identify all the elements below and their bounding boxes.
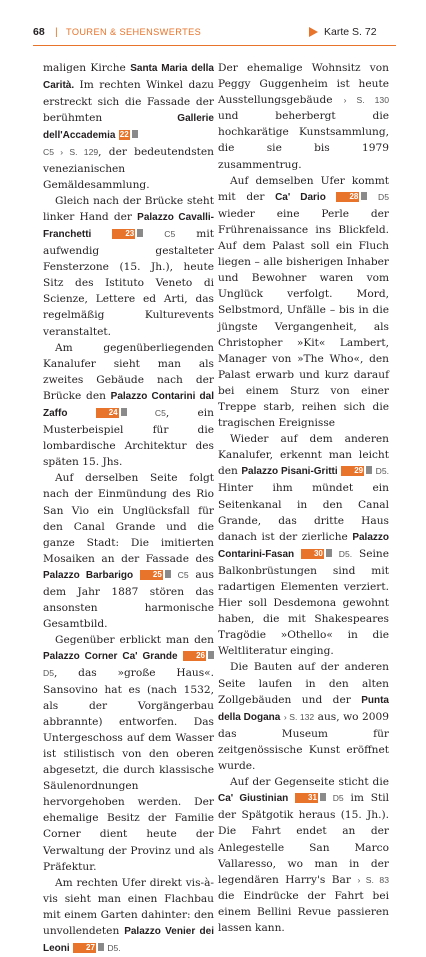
grid-reference: D5	[43, 668, 54, 679]
text: Gleich nach der Brücke steht linker Hand der	[43, 194, 214, 223]
map-number-badge[interactable]: 24	[96, 408, 119, 418]
map-number-badge[interactable]: 22	[119, 130, 129, 140]
book-icon	[121, 408, 127, 416]
place-name: Palazzo Pisani-Gritti	[241, 466, 338, 478]
paragraph	[218, 431, 389, 659]
cross-reference[interactable]: C5 › S. 129	[43, 147, 99, 158]
paragraph	[218, 60, 389, 173]
text: Gegenüber erblickt man den	[55, 634, 214, 647]
book-icon	[320, 793, 326, 801]
text: mit aufwendig gestalteter Fensterzone (15. Jh.), heute Sitz des Istituto Veneto di Scienze, Lettere ed Arti, das regelmäßig Kulturevents veranstaltet.	[43, 227, 214, 338]
paragraph	[218, 173, 389, 432]
text: im Stil der Spätgotik heraus (15. Jh.). Die Fahrt endet an der Anlegestelle San Marco Vallaresso, wo man in der legendären Harry's Bar	[218, 792, 389, 886]
book-icon	[208, 651, 214, 659]
page-number: 68	[33, 26, 45, 38]
text: Wieder auf dem anderen Kanalufer, erkennt man leicht den	[218, 433, 389, 478]
book-icon	[98, 943, 104, 951]
book-icon	[132, 130, 138, 138]
text: Die Bauten auf der anderen Seite laufen in den alten Zollgebäuden und der	[218, 661, 389, 706]
map-number-badge[interactable]: 25	[140, 570, 163, 580]
place-name: Ca' Dario	[275, 191, 326, 203]
map-number-badge[interactable]: 26	[183, 651, 206, 661]
place-name: Santa Maria della Carità.	[43, 63, 214, 92]
left-column	[43, 60, 214, 957]
text: aus dem Jahr 1887 stören das ansonsten harmonische Gesamtbild.	[43, 568, 214, 631]
section-title: TOUREN & SEHENSWERTES	[66, 27, 202, 37]
text: wieder eine Perle der Frührenaissance ins Blickfeld. Auf dem Palast soll ein Fluch liegen – alle bisherigen Inhaber und Bewohner waren vom Unglück verfolgt. Mord, Selbstmord, Unfälle – bis in die jüngste Vergangenheit, als Christopher »Kit« Lambert, Manager von »The Who«, den Palast erwarb und kurz darauf bei einem Sturz von einer Treppe starb, reihen sich die tragischen Ereignisse	[218, 207, 389, 430]
text: Auf der Gegenseite sticht die	[230, 776, 389, 789]
grid-reference: C5	[177, 569, 189, 580]
paragraph	[43, 632, 214, 874]
paragraph	[43, 875, 214, 957]
grid-reference: D5.	[107, 943, 121, 954]
map-number-badge[interactable]: 29	[341, 466, 364, 476]
grid-reference: D5	[332, 793, 344, 804]
place-name: Palazzo Cavalli-Franchetti	[43, 211, 214, 240]
grid-reference: D5	[377, 191, 389, 202]
cross-reference[interactable]: › S. 130	[343, 95, 389, 106]
header-rule	[33, 45, 396, 46]
header-separator: |	[55, 26, 58, 38]
grid-reference: D5.	[375, 466, 389, 477]
place-name: Gallerie dell'Accademia	[43, 113, 214, 142]
book-icon	[326, 549, 332, 557]
text: die Eindrücke der Fahrt bei einem Bellini Revue passieren lassen kann.	[218, 889, 389, 934]
text: Auf derselben Seite folgt nach der Einmündung des Rio San Vio ein Unglücksfall für den Canal Grande und die ganze Stadt: Die imitierten Mosaiken an der Fassade des	[43, 472, 214, 565]
grid-reference: D5.	[338, 548, 353, 559]
map-number-badge[interactable]: 23	[112, 229, 135, 239]
text: und beherbergt die hochkarätige Kunstsammlung, die sie bis 1979 zusammentrug.	[218, 110, 389, 171]
paragraph	[43, 193, 214, 340]
text: Am gegenüberliegenden Kanalufer sieht man als zweites Gebäude nach der Brücke den	[43, 341, 214, 402]
book-icon	[366, 466, 372, 474]
text: , ein Musterbeispiel für die lombardische Architektur des späten 15. Jhs.	[43, 406, 214, 469]
place-name: Punta della Dogana	[218, 694, 389, 723]
grid-reference: C5	[154, 407, 166, 418]
cross-reference[interactable]: › S. 132	[283, 711, 315, 722]
place-name: Palazzo Corner Ca' Grande	[43, 651, 178, 663]
map-number-badge[interactable]: 27	[73, 943, 96, 953]
text: , der bedeutendsten venezianischen Gemäldesammlung.	[43, 146, 215, 191]
paragraph	[43, 60, 214, 193]
place-name: Palazzo Contarini-Fasan	[218, 531, 389, 560]
place-name: Ca' Giustinian	[218, 793, 289, 805]
paragraph	[218, 774, 389, 936]
text: Am rechten Ufer direkt vis-à-vis sieht man einen Flachbau mit einem Garten dahinter: den unvollendeten	[43, 876, 214, 937]
map-number-badge[interactable]: 28	[336, 192, 359, 202]
map-reference[interactable]	[309, 26, 377, 38]
place-name: Palazzo Contarini dal Zaffo	[43, 390, 215, 419]
cross-reference[interactable]: › S. 83	[357, 874, 389, 885]
grid-reference: C5	[164, 228, 176, 239]
place-name: Palazzo Barbarigo	[43, 569, 134, 581]
right-column	[218, 60, 389, 936]
text: aus, wo 2009 das Museum für zeitgenössische Kunst eröffnet wurde.	[218, 710, 389, 773]
map-number-badge[interactable]: 30	[301, 549, 324, 559]
page-header	[0, 0, 426, 56]
map-number-badge[interactable]: 31	[295, 793, 318, 803]
text: Hinter ihm mündet ein Seitenkanal in den Canal Grande, das dritte Haus danach ist der zierliche	[218, 482, 389, 543]
text: Im rechten Winkel dazu erstreckt sich die Fassade der berühmten	[43, 79, 214, 125]
text: maligen Kirche	[43, 62, 131, 74]
text: , das »große Haus«. Sansovino hat es (nach 1532, als der Vorgängerbau abbrannte) entworfen. Das Untergeschoss auf dem Wasser ist stilistisch von den oberen abgesetzt, die durch klassische Säulenordnungen hervorgehoben werden. Der ehemalige Besitz der Familie Corner dient heute der Verwaltung der Provinz und als Präfektur.	[43, 667, 214, 873]
place-name: Palazzo Venier dei Leoni	[43, 925, 214, 955]
paragraph	[218, 659, 389, 774]
map-reference-label: Karte S. 72	[324, 26, 377, 38]
book-icon	[165, 570, 171, 578]
book-icon	[361, 192, 367, 200]
paragraph	[43, 340, 214, 471]
book-icon	[137, 229, 143, 237]
text: Auf demselben Ufer kommt mit der	[218, 174, 389, 203]
triangle-right-icon	[309, 27, 318, 37]
paragraph	[43, 470, 214, 632]
text: Der ehemalige Wohnsitz von Peggy Guggenheim ist heute Ausstellungsgebäude	[218, 62, 389, 107]
text: Seine Balkonbrüstungen sind mit radartigen Elementen verziert. Hier soll Desdemona gewohnt haben, die mit Shakespeares Tragödie »Othello« in die Weltliteratur einging.	[218, 547, 389, 658]
